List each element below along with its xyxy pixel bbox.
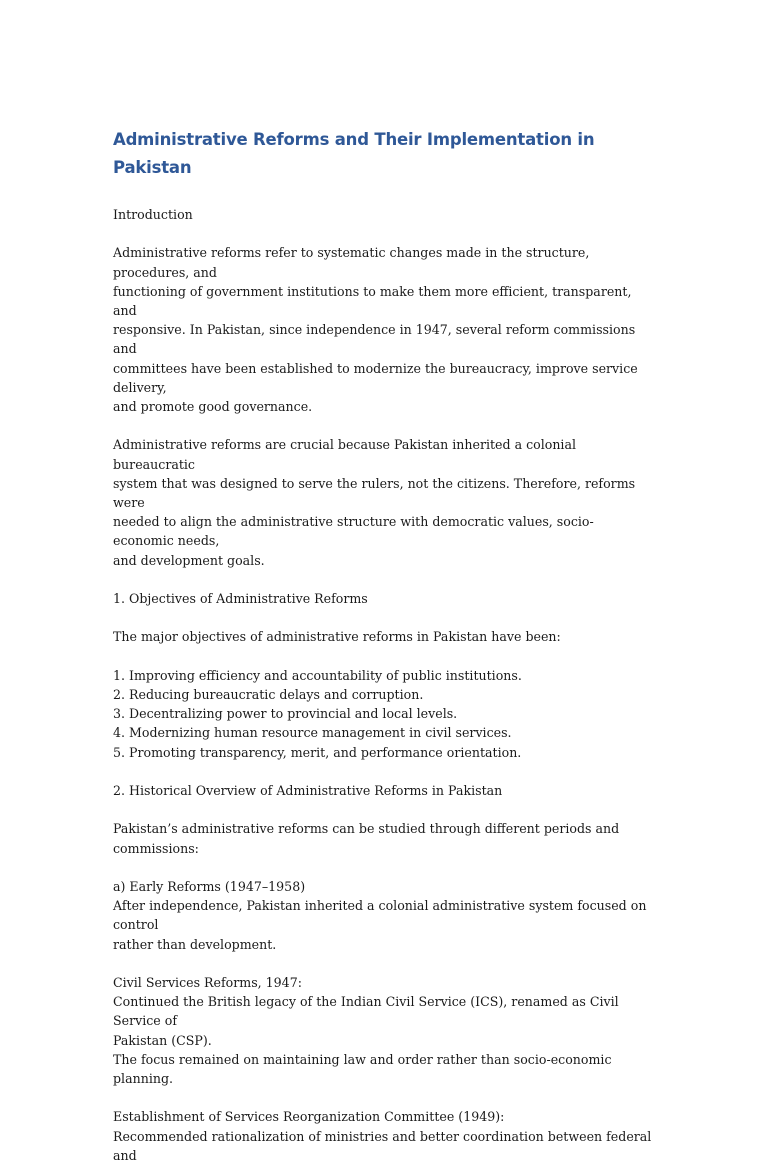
list-item: 4. Modernizing human resource management in civil services. — [113, 725, 512, 741]
services-reorganization-text: Recommended rationalization of ministries and better coordination between federal and — [113, 1128, 652, 1163]
section-2-intro: Pakistan’s administrative reforms can be studied through different periods and commissions: — [113, 821, 620, 856]
list-item: 3. Decentralizing power to provincial and local levels. — [113, 706, 458, 722]
objectives-list — [113, 666, 654, 762]
list-item: 2. Reducing bureaucratic delays and corruption. — [113, 687, 424, 702]
intro-paragraph-2: Administrative reforms are crucial because Pakistan inherited a colonial bureaucratic system that was designed to serve the rulers, not the citizens. Therefore, reforms were needed to align the administrative structure with democratic values, socio-economic needs, and development goals. — [113, 437, 636, 568]
section-1-heading: 1. Objectives of Administrative Reforms — [113, 591, 368, 607]
services-reorganization-heading: Establishment of Services Reorganization Committee (1949): — [113, 1109, 505, 1125]
section-2-heading: 2. Historical Overview of Administrative Reforms in Pakistan — [113, 783, 503, 798]
early-reforms-text: After independence, Pakistan inherited a colonial administrative system focused on control rather than development. — [113, 898, 647, 952]
civil-services-reforms-heading: Civil Services Reforms, 1947: — [113, 974, 302, 990]
early-reforms-heading: a) Early Reforms (1947–1958) — [113, 878, 306, 894]
list-item: 1. Improving efficiency and accountability of public institutions. — [113, 667, 522, 683]
section-1-intro: The major objectives of administrative reforms in Pakistan have been: — [113, 629, 561, 645]
intro-heading: Introduction — [113, 207, 193, 222]
list-item: 5. Promoting transparency, merit, and performance orientation. — [113, 744, 522, 760]
intro-paragraph-1: Administrative reforms refer to systematic changes made in the structure, procedures, and functioning of government institutions to make them more efficient, transparent, and responsive. In Pakistan, since independence in 1947, several reform commissions and committees have been established to modernize the bureaucracy, improve service delivery, and promote good governance. — [113, 245, 638, 415]
civil-services-reforms-text: Continued the British legacy of the Indian Civil Service (ICS), renamed as Civil Service of Pakistan (CSP). The focus remained on maintaining law and order rather than socio-economic planning. — [113, 994, 619, 1086]
document-title: Administrative Reforms and Their Implementation in Pakistan — [113, 130, 595, 177]
